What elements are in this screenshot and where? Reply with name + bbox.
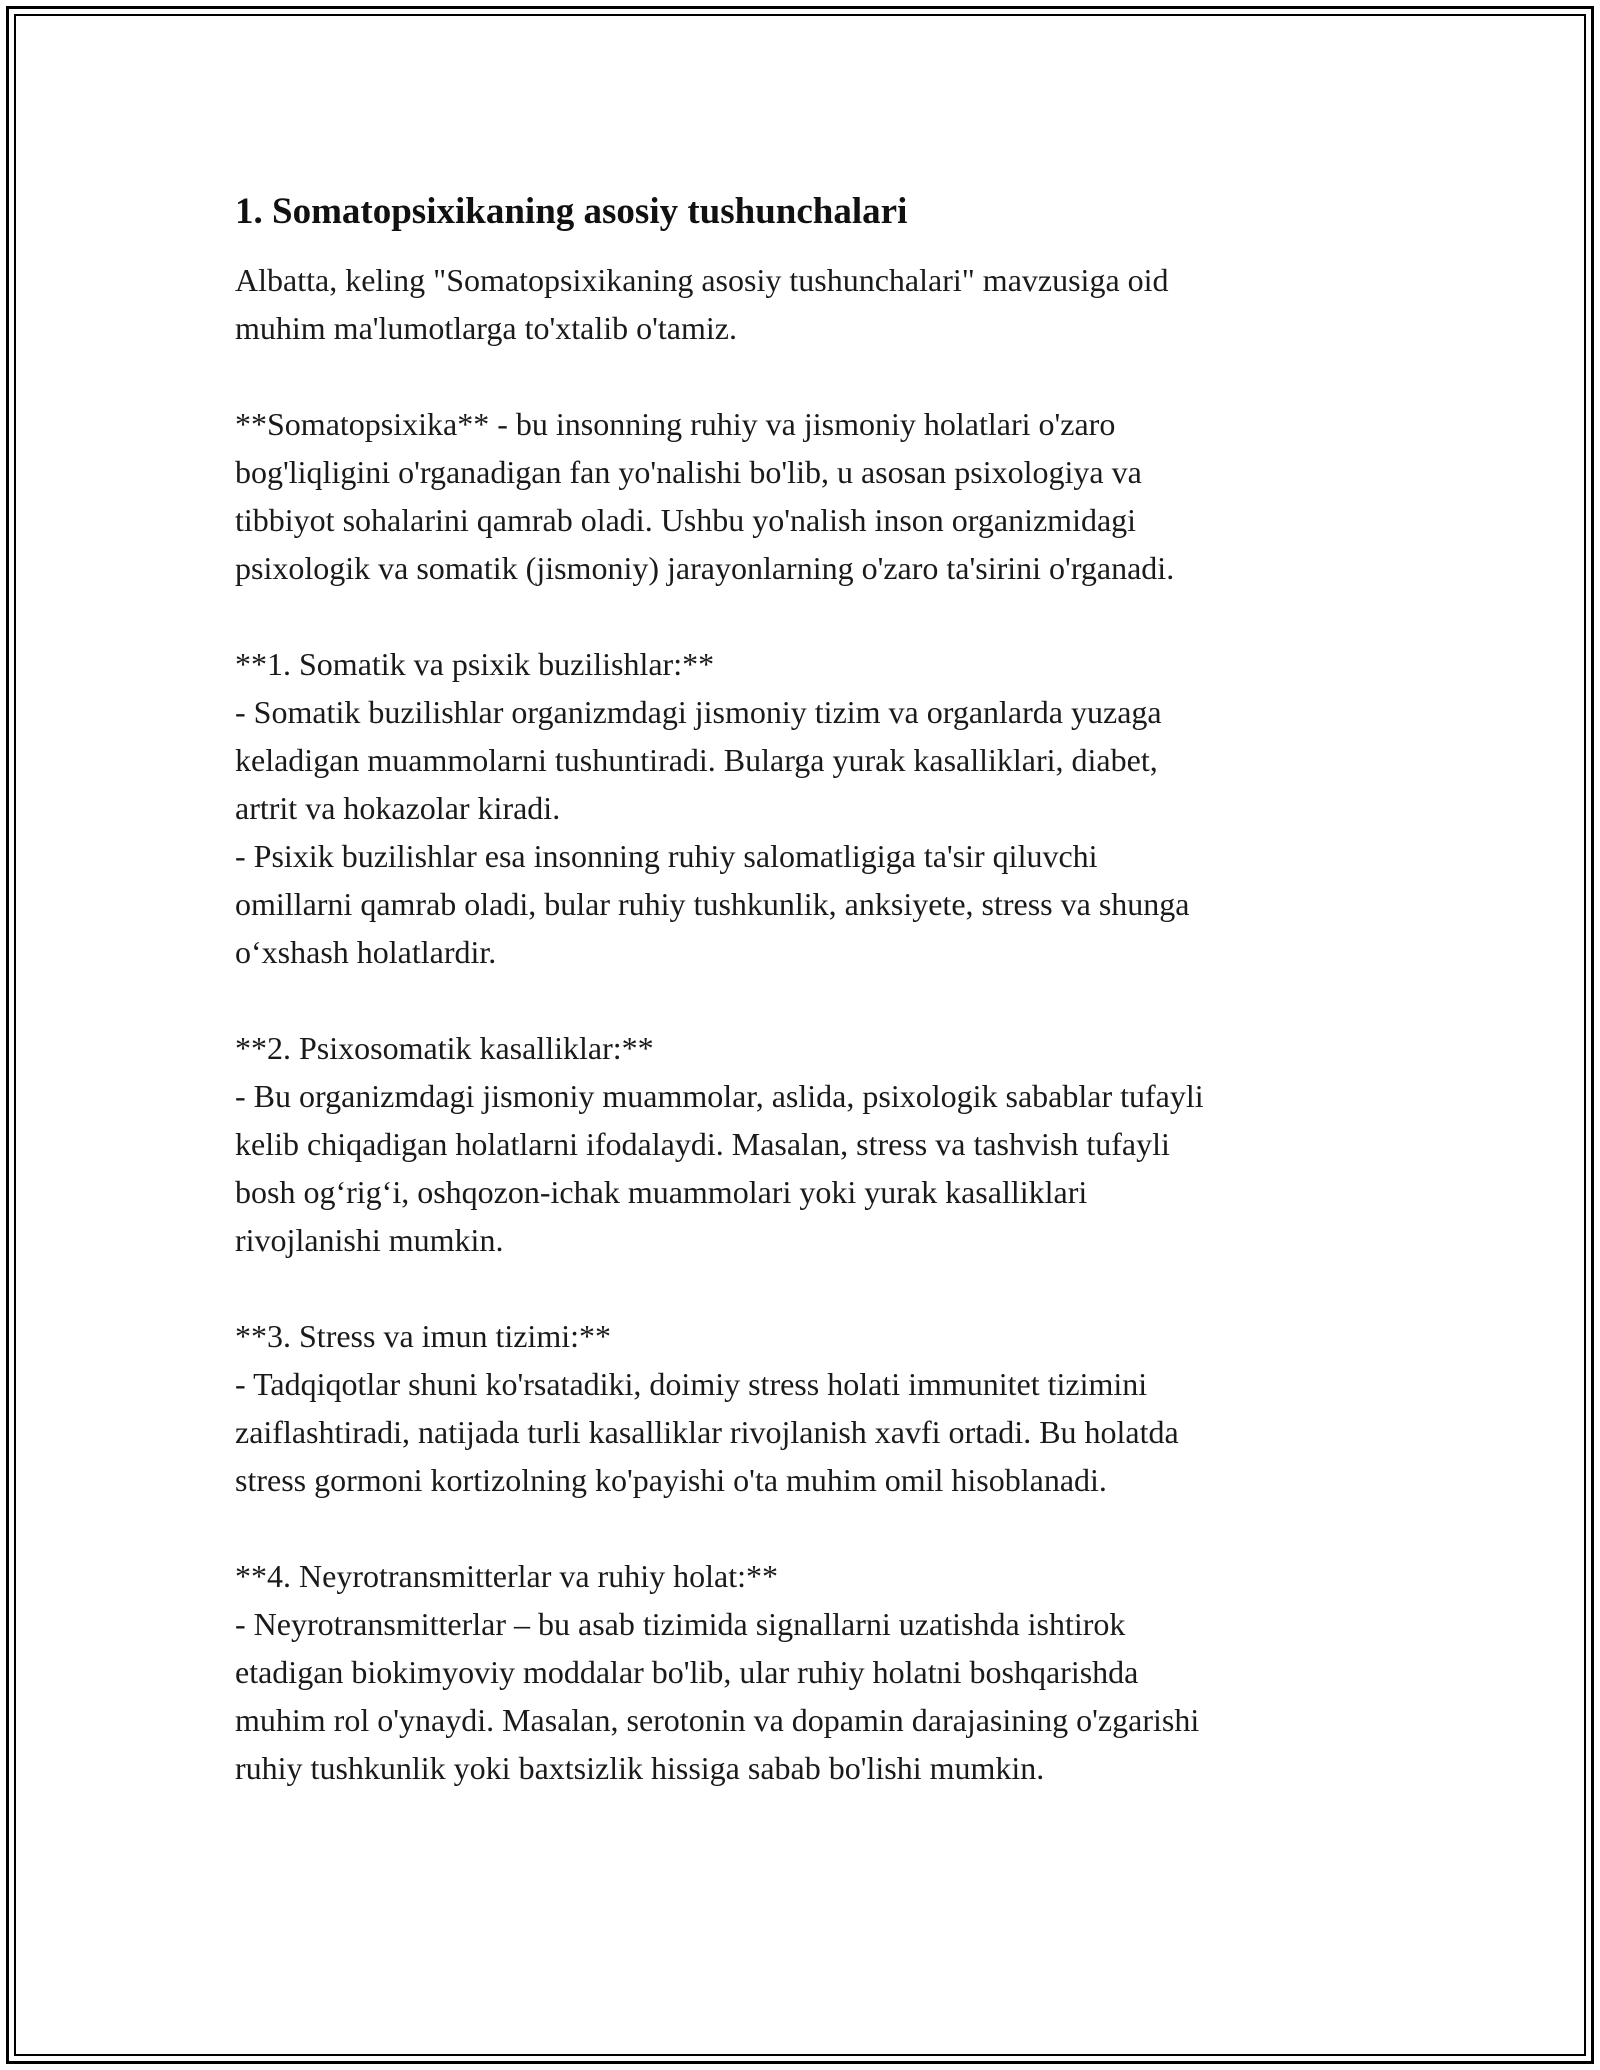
section-heading: **4. Neyrotransmitterlar va ruhiy holat:**: [235, 1558, 778, 1594]
section-heading: **1. Somatik va psixik buzilishlar:**: [235, 646, 715, 682]
definition-paragraph: **Somatopsixika** - bu insonning ruhiy va jismoniy holatlari o'zaro bog'liqligini o'rganadigan fan yo'nalishi bo'lib, u asosan psixologiya va tibbiyot sohalarini qamrab oladi. Ushbu yo'nalish inson organizmidagi psixologik va somatik (jismoniy) jarayonlarning o'zaro ta'sirini o'rganadi.: [235, 406, 1175, 586]
section-text: - Tadqiqotlar shuni ko'rsatadiki, doimiy stress holati immunitet tizimini zaiflashtiradi, natijada turli kasalliklar rivojlanish xavfi ortadi. Bu holatda stress gormoni kortizolning ko'payishi o'ta muhim omil hisoblanadi.: [235, 1366, 1179, 1498]
section-text: - Neyrotransmitterlar – bu asab tizimida signallarni uzatishda ishtirok etadigan biokimyoviy moddalar bo'lib, ular ruhiy holatni boshqarishda muhim rol o'ynaydi. Masalan, serotonin va dopamin darajasining o'zgarishi ruhiy tushkunlik yoki baxtsizlik hissiga sabab bo'lishi mumkin.: [235, 1606, 1200, 1786]
document-body: [235, 188, 1365, 1840]
intro-paragraph: Albatta, keling "Somatopsixikaning asosiy tushunchalari" mavzusiga oid muhim ma'lumotlarga to'xtalib o'tamiz.: [235, 262, 1169, 346]
section-4: [235, 1552, 1365, 1792]
document-title: 1. Somatopsixikaning asosiy tushunchalari: [235, 191, 908, 232]
section-2: [235, 1024, 1365, 1264]
section-heading: **3. Stress va imun tizimi:**: [235, 1318, 611, 1354]
section-heading: **2. Psixosomatik kasalliklar:**: [235, 1030, 654, 1066]
section-text: - Bu organizmdagi jismoniy muammolar, aslida, psixologik sabablar tufayli kelib chiqadigan holatlarni ifodalaydi. Masalan, stress va tashvish tufayli bosh og‘rig‘i, oshqozon-ichak muammolari yoki yurak kasalliklari rivojlanishi mumkin.: [235, 1078, 1204, 1258]
section-text: - Somatik buzilishlar organizmdagi jismoniy tizim va organlarda yuzaga keladigan muammolarni tushuntiradi. Bularga yurak kasalliklari, diabet, artrit va hokazolar kiradi.: [235, 694, 1162, 826]
section-1: [235, 640, 1365, 976]
section-text: - Psixik buzilishlar esa insonning ruhiy salomatligiga ta'sir qiluvchi omillarni qamrab oladi, bular ruhiy tushkunlik, anksiyete, stress va shunga o‘xshash holatlardir.: [235, 838, 1190, 970]
section-3: [235, 1312, 1365, 1504]
